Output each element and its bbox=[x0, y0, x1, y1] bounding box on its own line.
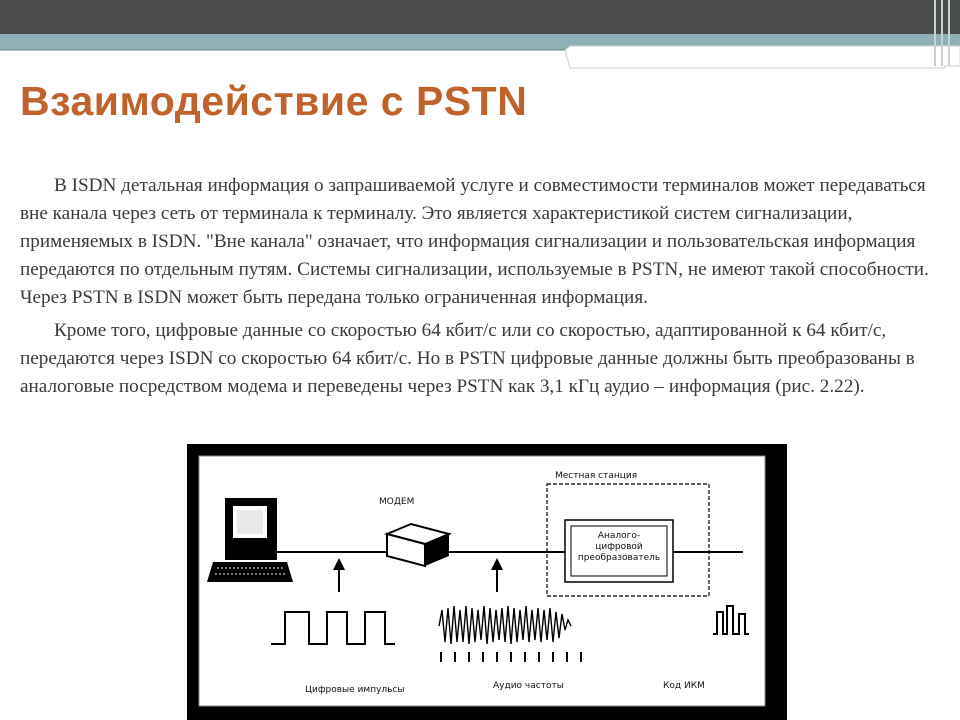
slide-title: Взаимодействие с PSTN bbox=[20, 78, 528, 124]
converter-label-1: Аналого- bbox=[597, 531, 641, 541]
body-text bbox=[20, 172, 945, 406]
figure-2-22 bbox=[187, 444, 787, 720]
audio-frequency-label: Аудио частоты bbox=[493, 681, 564, 691]
converter-label-3: преобразователь bbox=[577, 553, 661, 563]
paragraph-2: Кроме того, цифровые данные со скоростью 64 кбит/с или со скоростью, адаптированной к 64 кбит/с, передаются через ISDN со скоростью 64 кбит/с. Но в PSTN цифровые данные должны быть преобразованы в аналоговые посредством модема и переведены через PSTN как 3,1 кГц аудио – информация (рис. 2.22). bbox=[20, 320, 915, 397]
modem-label: МОДЕМ bbox=[379, 497, 415, 507]
top-decorative-bar bbox=[0, 0, 960, 70]
paragraph-1: В ISDN детальная информация о запрашиваемой услуге и совместимости терминалов может передаваться вне канала через сеть от терминала к терминалу. Это является характеристикой систем сигнализации, применяемых в ISDN. "Вне канала" означает, что информация сигнализации и пользовательская информация передаются по отдельным путям. Системы сигнализации, используемые в PSTN, не имеют такой способности. Через PSTN в ISDN может быть передана только ограниченная информация. bbox=[20, 175, 929, 308]
digital-pulses-label: Цифровые импульсы bbox=[305, 685, 405, 695]
local-station-label: Местная станция bbox=[555, 471, 638, 481]
pcm-code-label: Код ИКМ bbox=[663, 681, 705, 691]
converter-label-2: цифровой bbox=[595, 542, 643, 552]
